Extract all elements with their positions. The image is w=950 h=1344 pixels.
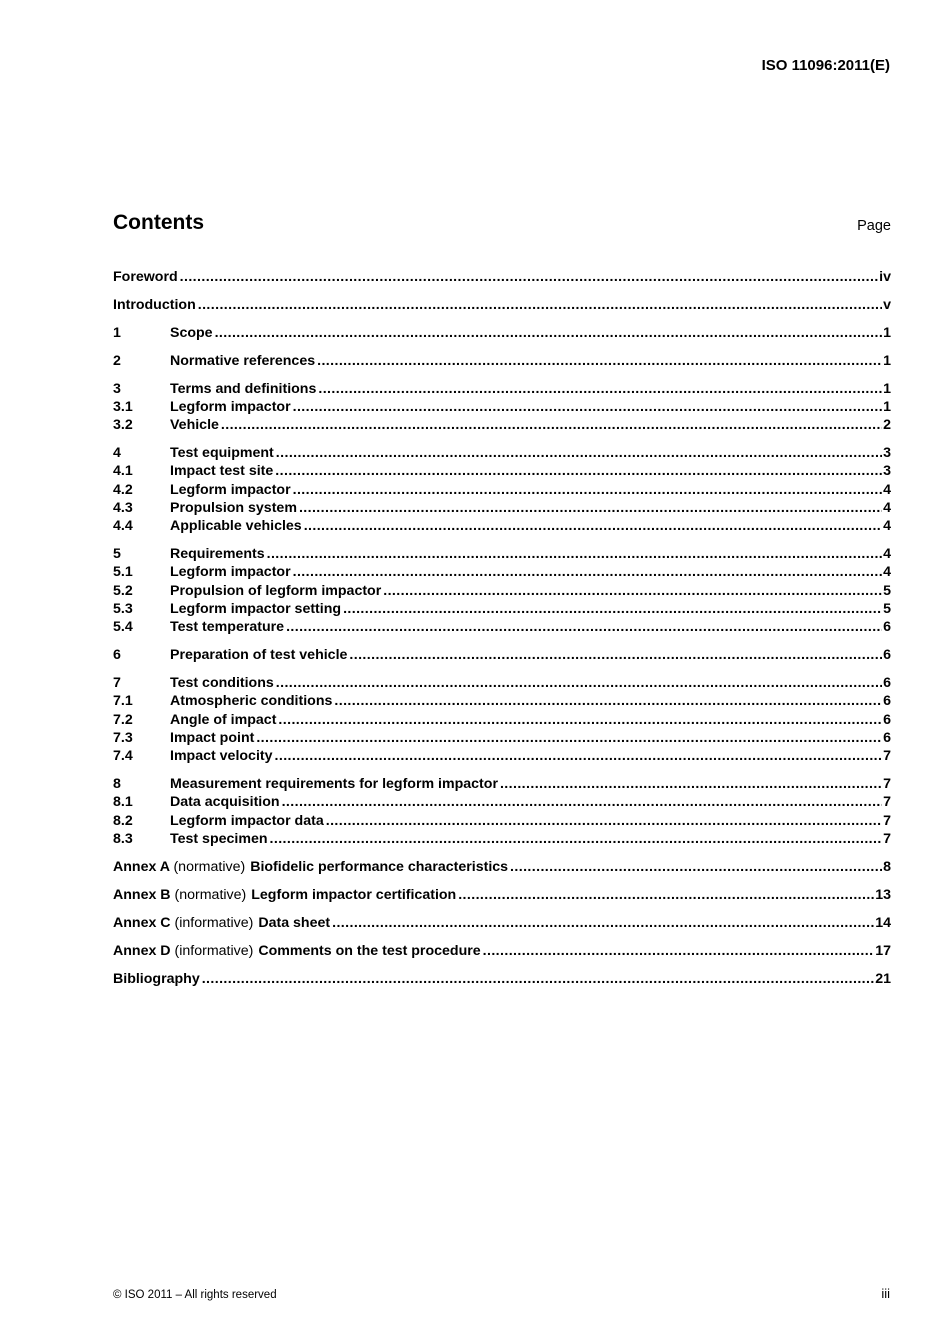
- toc-entry-number: 1: [113, 324, 121, 341]
- table-of-contents: [113, 268, 891, 988]
- toc-entry-number: 5.3: [113, 601, 133, 618]
- document-reference: ISO 11096:2011(E): [761, 57, 890, 74]
- toc-entry-page: 17: [875, 942, 891, 959]
- toc-entry-title: Preparation of test vehicle: [170, 647, 348, 664]
- dot-leader: [198, 296, 882, 314]
- toc-entry[interactable]: [113, 775, 891, 793]
- contents-title: Contents: [113, 211, 204, 234]
- toc-entry-number: 8.2: [113, 812, 133, 829]
- toc-entry[interactable]: [113, 398, 891, 416]
- copyright-notice: © ISO 2011 – All rights reserved: [113, 1289, 277, 1301]
- toc-entry-number: 7: [113, 675, 121, 692]
- annex-type: (informative): [174, 942, 254, 959]
- toc-entry-page: 4: [883, 546, 891, 563]
- toc-entry-page: 3: [883, 463, 891, 480]
- annex-title: Biofidelic performance characteristics: [250, 858, 509, 875]
- toc-entry-number: 4.3: [113, 499, 133, 516]
- page-column-label: Page: [857, 218, 891, 234]
- toc-entry[interactable]: [113, 545, 891, 563]
- dot-leader: [293, 481, 883, 499]
- toc-entry-number: 4.2: [113, 481, 133, 498]
- toc-entry-page: 4: [883, 481, 891, 498]
- toc-entry[interactable]: [113, 729, 891, 747]
- toc-entry-number: 5.1: [113, 564, 133, 581]
- dot-leader: [180, 268, 879, 286]
- annex-title: Data sheet: [258, 914, 331, 931]
- toc-entry-number: 4: [113, 445, 121, 462]
- toc-entry-page: 6: [883, 711, 891, 728]
- dot-leader: [304, 517, 882, 535]
- toc-entry[interactable]: [113, 380, 891, 398]
- toc-entry-title: Legform impactor setting: [170, 601, 342, 618]
- toc-entry-number: 3: [113, 380, 121, 397]
- toc-entry-title: Legform impactor: [170, 564, 291, 581]
- toc-entry[interactable]: [113, 481, 891, 499]
- toc-entry-title: Measurement requirements for legform impactor: [170, 776, 498, 793]
- dot-leader: [318, 380, 882, 398]
- dot-leader: [270, 830, 883, 848]
- contents-header: [113, 210, 891, 236]
- dot-leader: [458, 886, 874, 904]
- dot-leader: [276, 674, 882, 692]
- toc-entry-page: 13: [875, 886, 891, 903]
- toc-entry[interactable]: [113, 324, 891, 342]
- toc-entry-title: Scope: [170, 324, 213, 341]
- toc-entry[interactable]: [113, 444, 891, 462]
- dot-leader: [276, 444, 882, 462]
- toc-entry-page: 7: [883, 794, 891, 811]
- toc-entry-number: 7.1: [113, 693, 133, 710]
- toc-entry[interactable]: [113, 747, 891, 765]
- toc-entry-title: Test specimen: [170, 831, 268, 848]
- toc-entry-page: 1: [883, 380, 891, 397]
- toc-entry-page: 7: [883, 812, 891, 829]
- dot-leader: [483, 942, 875, 960]
- dot-leader: [299, 499, 882, 517]
- toc-entry[interactable]: [113, 793, 891, 811]
- toc-entry-page: 14: [875, 914, 891, 931]
- toc-entry-page: 6: [883, 693, 891, 710]
- dot-leader: [275, 747, 883, 765]
- dot-leader: [317, 352, 882, 370]
- dot-leader: [282, 793, 883, 811]
- toc-entry-page: 4: [883, 564, 891, 581]
- toc-entry[interactable]: [113, 646, 891, 664]
- dot-leader: [326, 812, 882, 830]
- annex-heading: [113, 914, 330, 932]
- annex-heading: [113, 942, 481, 960]
- toc-entry-page: 5: [883, 582, 891, 599]
- toc-entry-title: Foreword: [113, 269, 178, 285]
- toc-entry-page: 1: [883, 324, 891, 341]
- toc-entry-number: 3.2: [113, 417, 133, 434]
- toc-entry-page: v: [883, 296, 891, 313]
- toc-entry-title: Propulsion of legform impactor: [170, 582, 382, 599]
- dot-leader: [202, 970, 875, 988]
- annex-label: Annex D: [113, 942, 171, 959]
- toc-entry[interactable]: [113, 618, 891, 636]
- toc-entry-page: 5: [883, 601, 891, 618]
- annex-label: Annex C: [113, 914, 171, 931]
- annex-title: Comments on the test procedure: [258, 942, 481, 959]
- toc-entry-number: 5.4: [113, 619, 133, 636]
- toc-entry-title: Data acquisition: [170, 794, 280, 811]
- toc-annex-entry[interactable]: [113, 858, 891, 876]
- annex-type: (normative): [173, 858, 246, 875]
- toc-annex-entry[interactable]: [113, 942, 891, 960]
- toc-entry[interactable]: [113, 830, 891, 848]
- toc-entry-page: 1: [883, 398, 891, 415]
- toc-entry-title: Atmospheric conditions: [170, 693, 333, 710]
- toc-entry-number: 8.1: [113, 794, 133, 811]
- toc-entry-number: 7.2: [113, 711, 133, 728]
- toc-entry[interactable]: [113, 692, 891, 710]
- dot-leader: [500, 775, 882, 793]
- toc-entry-page: 7: [883, 748, 891, 765]
- toc-entry-number: 8: [113, 776, 121, 793]
- dot-leader: [349, 646, 882, 664]
- toc-entry-title: Legform impactor data: [170, 812, 324, 829]
- toc-entry-title: Impact test site: [170, 463, 274, 480]
- toc-entry-title: Impact point: [170, 729, 255, 746]
- toc-entry[interactable]: [113, 296, 891, 314]
- toc-entry-title: Introduction: [113, 296, 196, 313]
- annex-type: (normative): [174, 886, 247, 903]
- toc-entry-title: Impact velocity: [170, 748, 273, 765]
- toc-entry[interactable]: [113, 268, 891, 286]
- toc-entry-number: 2: [113, 352, 121, 369]
- toc-entry-title: Propulsion system: [170, 499, 297, 516]
- toc-entry-page: 7: [883, 776, 891, 793]
- annex-heading: [113, 886, 456, 904]
- toc-entry-title: Requirements: [170, 546, 265, 563]
- annex-heading: [113, 858, 508, 876]
- toc-bibliography-entry[interactable]: [113, 970, 891, 988]
- toc-entry[interactable]: [113, 563, 891, 581]
- toc-entry-page: 21: [875, 970, 891, 987]
- toc-entry[interactable]: [113, 812, 891, 830]
- toc-entry-number: 3.1: [113, 398, 133, 415]
- toc-entry-title: Test temperature: [170, 619, 285, 636]
- toc-entry-page: 6: [883, 729, 891, 746]
- toc-entry-title: Angle of impact: [170, 711, 277, 728]
- toc-entry-title: Terms and definitions: [170, 380, 317, 397]
- toc-entry-number: 6: [113, 647, 121, 664]
- toc-entry-number: 4.4: [113, 518, 133, 535]
- toc-entry-page: 6: [883, 647, 891, 664]
- toc-entry[interactable]: [113, 462, 891, 480]
- dot-leader: [293, 563, 883, 581]
- toc-entry-title: Legform impactor: [170, 481, 291, 498]
- toc-entry-number: 5.2: [113, 582, 133, 599]
- toc-entry-title: Applicable vehicles: [170, 518, 302, 535]
- toc-entry-number: 4.1: [113, 463, 133, 480]
- toc-entry-number: 8.3: [113, 831, 133, 848]
- toc-entry[interactable]: [113, 711, 891, 729]
- toc-entry-page: 6: [883, 619, 891, 636]
- dot-leader: [278, 711, 882, 729]
- toc-entry-page: 8: [883, 858, 891, 875]
- toc-annex-entry[interactable]: [113, 914, 891, 932]
- toc-entry-number: 7.3: [113, 729, 133, 746]
- page-number: iii: [881, 1286, 890, 1301]
- dot-leader: [332, 914, 874, 932]
- toc-entry-title: Bibliography: [113, 970, 200, 987]
- toc-annex-entry[interactable]: [113, 886, 891, 904]
- toc-entry-page: 7: [883, 831, 891, 848]
- dot-leader: [343, 600, 882, 618]
- dot-leader: [334, 692, 882, 710]
- dot-leader: [221, 416, 882, 434]
- toc-entry-page: 3: [883, 445, 891, 462]
- dot-leader: [510, 858, 882, 876]
- toc-entry-title: Test conditions: [170, 675, 274, 692]
- dot-leader: [256, 729, 882, 747]
- toc-entry-title: Vehicle: [170, 417, 219, 434]
- dot-leader: [383, 582, 882, 600]
- toc-entry-page: 4: [883, 518, 891, 535]
- toc-entry-page: iv: [879, 269, 891, 285]
- toc-entry-number: 7.4: [113, 748, 133, 765]
- annex-label: Annex A: [113, 858, 170, 875]
- annex-title: Legform impactor certification: [251, 886, 457, 903]
- toc-entry-title: Normative references: [170, 352, 316, 369]
- dot-leader: [275, 462, 882, 480]
- toc-entry-number: 5: [113, 546, 121, 563]
- toc-entry-title: Test equipment: [170, 445, 274, 462]
- dot-leader: [286, 618, 882, 636]
- toc-entry-title: Legform impactor: [170, 398, 291, 415]
- toc-entry[interactable]: [113, 600, 891, 618]
- toc-entry[interactable]: [113, 582, 891, 600]
- annex-type: (informative): [174, 914, 254, 931]
- toc-entry-page: 6: [883, 675, 891, 692]
- dot-leader: [267, 545, 883, 563]
- dot-leader: [215, 324, 883, 342]
- toc-entry-page: 2: [883, 417, 891, 434]
- toc-entry[interactable]: [113, 517, 891, 535]
- dot-leader: [293, 398, 883, 416]
- annex-label: Annex B: [113, 886, 171, 903]
- toc-entry[interactable]: [113, 499, 891, 517]
- toc-entry[interactable]: [113, 416, 891, 434]
- toc-entry-page: 1: [883, 352, 891, 369]
- toc-entry-page: 4: [883, 499, 891, 516]
- toc-entry[interactable]: [113, 674, 891, 692]
- toc-entry[interactable]: [113, 352, 891, 370]
